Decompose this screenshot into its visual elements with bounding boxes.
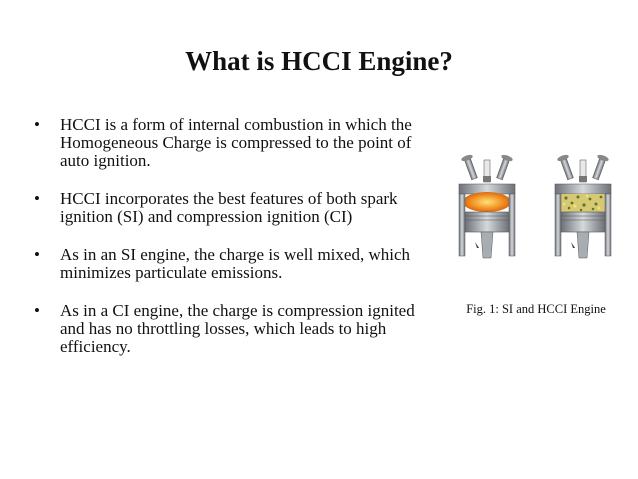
bullet-symbol: • [34, 115, 40, 134]
bullet-text: HCCI is a form of internal combustion in which the Homogeneous Charge is compressed to the point of auto ignition. [60, 115, 412, 170]
bullet-text: As in an SI engine, the charge is well mixed, which minimizes particulate emissions. [60, 245, 410, 282]
figure-caption: Fig. 1: SI and HCCI Engine [466, 302, 606, 316]
bullet-item [32, 190, 427, 226]
bullet-item [32, 246, 427, 282]
bullet-text: As in a CI engine, the charge is compression ignited and has no throttling losses, which leads to high efficiency. [60, 301, 415, 356]
engine-figure [445, 150, 625, 270]
slide-title: What is HCCI Engine? [185, 46, 453, 76]
bullet-symbol: • [34, 301, 40, 320]
bullet-symbol: • [34, 245, 40, 264]
si-engine-icon [459, 154, 515, 258]
piston-cylinder-icon [445, 150, 625, 270]
bullet-item [32, 116, 427, 170]
bullet-text: HCCI incorporates the best features of both spark ignition (SI) and compression ignition (CI) [60, 189, 398, 226]
bullet-symbol: • [34, 189, 40, 208]
bullet-list [32, 116, 427, 376]
bullet-item [32, 302, 427, 356]
hcci-engine-icon [555, 154, 611, 258]
